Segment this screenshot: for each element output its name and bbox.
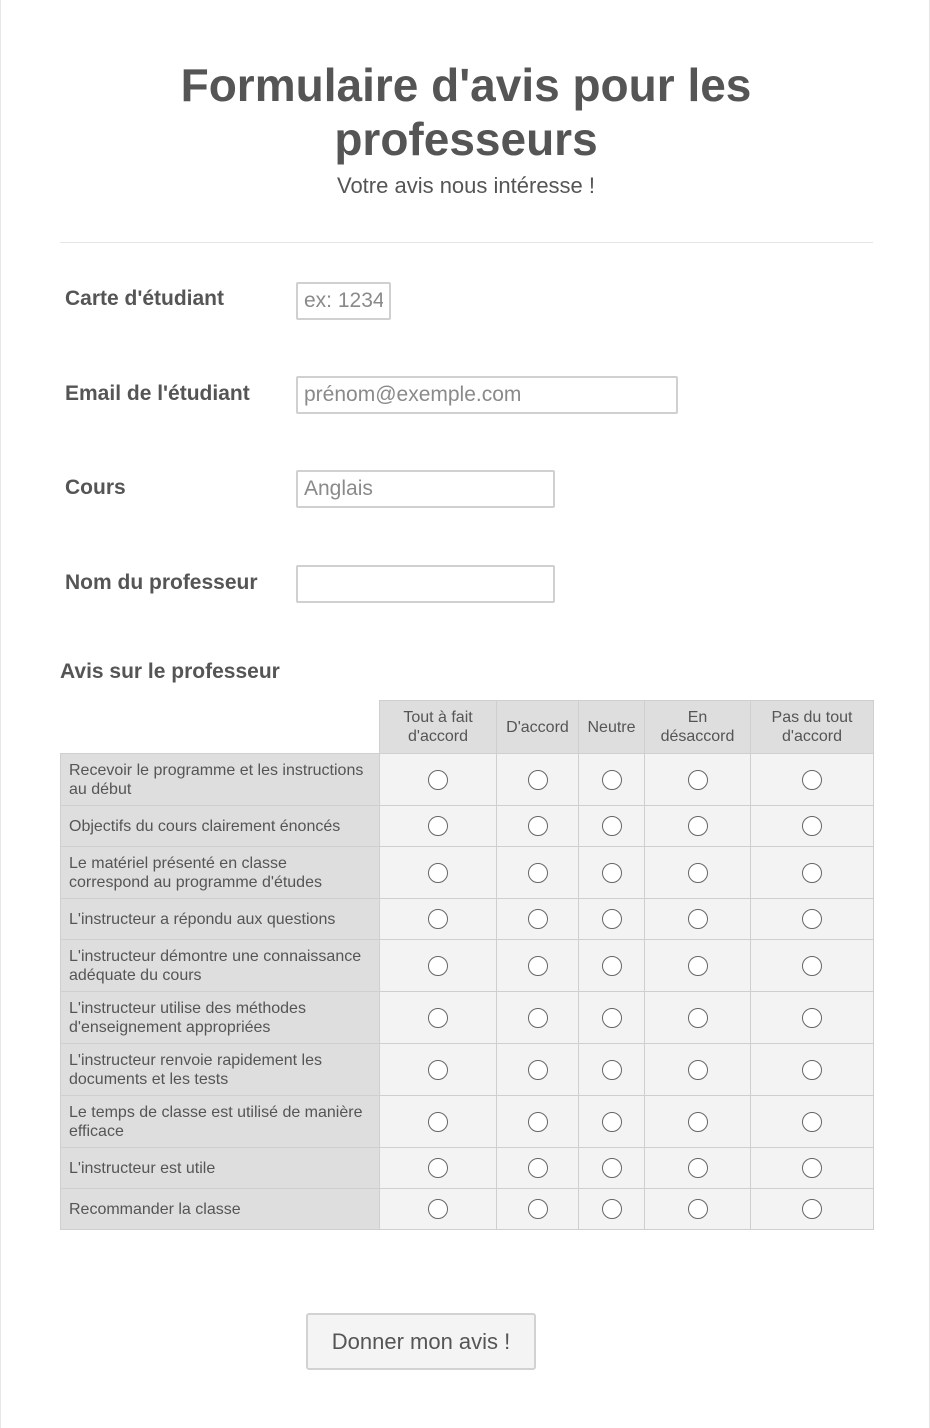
- rating-radio[interactable]: [688, 1008, 708, 1028]
- matrix-header-row: [61, 701, 874, 754]
- matrix-row-label: L'instructeur utilise des méthodes d'enseignement appropriées: [61, 992, 380, 1044]
- column-header: En désaccord: [645, 701, 751, 754]
- rating-radio[interactable]: [528, 1158, 548, 1178]
- matrix-cell: [579, 899, 645, 940]
- rating-radio[interactable]: [528, 770, 548, 790]
- rating-matrix: [60, 700, 874, 1230]
- matrix-cell: [751, 1189, 874, 1230]
- matrix-cell: [380, 1189, 497, 1230]
- column-header: Neutre: [579, 701, 645, 754]
- rating-radio[interactable]: [528, 1112, 548, 1132]
- matrix-row: [61, 1189, 874, 1230]
- matrix-row: [61, 806, 874, 847]
- matrix-cell: [751, 899, 874, 940]
- rating-radio[interactable]: [602, 1112, 622, 1132]
- rating-radio[interactable]: [528, 816, 548, 836]
- rating-radio[interactable]: [802, 863, 822, 883]
- student-card-input[interactable]: [296, 282, 391, 320]
- matrix-row-label: Le temps de classe est utilisé de manière efficace: [61, 1096, 380, 1148]
- teacher-name-input[interactable]: [296, 565, 555, 603]
- matrix-cell: [579, 992, 645, 1044]
- matrix-row: [61, 754, 874, 806]
- matrix-cell: [751, 992, 874, 1044]
- matrix-cell: [751, 940, 874, 992]
- matrix-cell: [645, 754, 751, 806]
- rating-radio[interactable]: [688, 816, 708, 836]
- matrix-cell: [579, 847, 645, 899]
- matrix-cell: [645, 1189, 751, 1230]
- matrix-cell: [579, 1044, 645, 1096]
- matrix-cell: [751, 847, 874, 899]
- rating-radio[interactable]: [428, 863, 448, 883]
- matrix-row-label: L'instructeur est utile: [61, 1148, 380, 1189]
- rating-radio[interactable]: [602, 1199, 622, 1219]
- column-header: Pas du tout d'accord: [751, 701, 874, 754]
- rating-radio[interactable]: [688, 1060, 708, 1080]
- matrix-cell: [579, 806, 645, 847]
- matrix-cell: [497, 1148, 579, 1189]
- matrix-cell: [751, 754, 874, 806]
- matrix-cell: [645, 1044, 751, 1096]
- rating-radio[interactable]: [802, 816, 822, 836]
- matrix-cell: [380, 899, 497, 940]
- rating-radio[interactable]: [688, 956, 708, 976]
- rating-radio[interactable]: [428, 1199, 448, 1219]
- rating-radio[interactable]: [428, 1060, 448, 1080]
- matrix-cell: [497, 754, 579, 806]
- rating-radio[interactable]: [802, 1008, 822, 1028]
- matrix-row: [61, 940, 874, 992]
- rating-radio[interactable]: [688, 909, 708, 929]
- header-divider: [60, 242, 873, 243]
- rating-radio[interactable]: [602, 770, 622, 790]
- matrix-cell: [751, 1148, 874, 1189]
- rating-radio[interactable]: [602, 1008, 622, 1028]
- rating-radio[interactable]: [602, 1158, 622, 1178]
- matrix-cell: [380, 1044, 497, 1096]
- matrix-cell: [497, 806, 579, 847]
- matrix-cell: [497, 940, 579, 992]
- student-email-input[interactable]: [296, 376, 678, 414]
- matrix-cell: [380, 754, 497, 806]
- rating-radio[interactable]: [428, 909, 448, 929]
- matrix-row: [61, 899, 874, 940]
- matrix-row: [61, 847, 874, 899]
- matrix-cell: [645, 1096, 751, 1148]
- rating-radio[interactable]: [688, 1112, 708, 1132]
- rating-radio[interactable]: [528, 1199, 548, 1219]
- submit-button[interactable]: Donner mon avis !: [306, 1313, 536, 1370]
- matrix-row: [61, 992, 874, 1044]
- rating-radio[interactable]: [428, 1158, 448, 1178]
- matrix-row-label: Le matériel présenté en classe correspond au programme d'études: [61, 847, 380, 899]
- matrix-row: [61, 1096, 874, 1148]
- student-card-label: Carte d'étudiant: [65, 287, 225, 310]
- rating-radio[interactable]: [802, 770, 822, 790]
- rating-radio[interactable]: [688, 1158, 708, 1178]
- course-input[interactable]: [296, 470, 555, 508]
- matrix-cell: [497, 1189, 579, 1230]
- rating-radio[interactable]: [528, 909, 548, 929]
- matrix-cell: [380, 1096, 497, 1148]
- matrix-row: [61, 1148, 874, 1189]
- matrix-row-label: Recevoir le programme et les instructions au début: [61, 754, 380, 806]
- rating-radio[interactable]: [802, 1112, 822, 1132]
- matrix-cell: [579, 1148, 645, 1189]
- rating-radio[interactable]: [428, 1112, 448, 1132]
- rating-radio[interactable]: [528, 1060, 548, 1080]
- rating-radio[interactable]: [602, 956, 622, 976]
- rating-radio[interactable]: [602, 816, 622, 836]
- student-email-label: Email de l'étudiant: [65, 382, 250, 405]
- column-header: D'accord: [497, 701, 579, 754]
- matrix-cell: [579, 940, 645, 992]
- matrix-title: Avis sur le professeur: [60, 660, 280, 683]
- matrix-cell: [380, 806, 497, 847]
- matrix-cell: [380, 992, 497, 1044]
- matrix-cell: [579, 1189, 645, 1230]
- matrix-cell: [579, 754, 645, 806]
- matrix-row-label: L'instructeur démontre une connaissance adéquate du cours: [61, 940, 380, 992]
- rating-radio[interactable]: [802, 1199, 822, 1219]
- matrix-corner: [61, 701, 380, 754]
- rating-radio[interactable]: [802, 1158, 822, 1178]
- rating-radio[interactable]: [688, 863, 708, 883]
- matrix-cell: [645, 847, 751, 899]
- rating-radio[interactable]: [428, 816, 448, 836]
- matrix-cell: [497, 847, 579, 899]
- form-subtitle: Votre avis nous intéresse !: [336, 173, 596, 198]
- rating-radio[interactable]: [802, 956, 822, 976]
- rating-radio[interactable]: [528, 863, 548, 883]
- matrix-row-label: Objectifs du cours clairement énoncés: [61, 806, 380, 847]
- matrix-cell: [497, 992, 579, 1044]
- column-header: Tout à fait d'accord: [380, 701, 497, 754]
- matrix-cell: [497, 1044, 579, 1096]
- matrix-cell: [579, 1096, 645, 1148]
- rating-radio[interactable]: [688, 770, 708, 790]
- matrix-row-label: L'instructeur renvoie rapidement les documents et les tests: [61, 1044, 380, 1096]
- matrix-cell: [380, 847, 497, 899]
- matrix-row-label: Recommander la classe: [61, 1189, 380, 1230]
- matrix-cell: [380, 1148, 497, 1189]
- matrix-cell: [751, 1096, 874, 1148]
- rating-radio[interactable]: [602, 863, 622, 883]
- matrix-cell: [645, 1148, 751, 1189]
- rating-radio[interactable]: [428, 956, 448, 976]
- form-title: Formulaire d'avis pour les professeurs: [180, 59, 752, 165]
- matrix-cell: [751, 806, 874, 847]
- rating-radio[interactable]: [428, 1008, 448, 1028]
- rating-radio[interactable]: [602, 1060, 622, 1080]
- matrix-cell: [497, 1096, 579, 1148]
- matrix-cell: [645, 899, 751, 940]
- rating-radio[interactable]: [528, 956, 548, 976]
- matrix-row: [61, 1044, 874, 1096]
- course-label: Cours: [65, 476, 126, 499]
- matrix-cell: [751, 1044, 874, 1096]
- rating-radio[interactable]: [688, 1199, 708, 1219]
- teacher-name-label: Nom du professeur: [65, 571, 258, 594]
- rating-radio[interactable]: [428, 770, 448, 790]
- matrix-cell: [645, 992, 751, 1044]
- matrix-cell: [497, 899, 579, 940]
- matrix-cell: [645, 806, 751, 847]
- matrix-body: [61, 754, 874, 1230]
- matrix-cell: [645, 940, 751, 992]
- rating-radio[interactable]: [802, 1060, 822, 1080]
- rating-radio[interactable]: [528, 1008, 548, 1028]
- rating-radio[interactable]: [802, 909, 822, 929]
- matrix-row-label: L'instructeur a répondu aux questions: [61, 899, 380, 940]
- rating-radio[interactable]: [602, 909, 622, 929]
- form-header: [1, 58, 930, 200]
- matrix-cell: [380, 940, 497, 992]
